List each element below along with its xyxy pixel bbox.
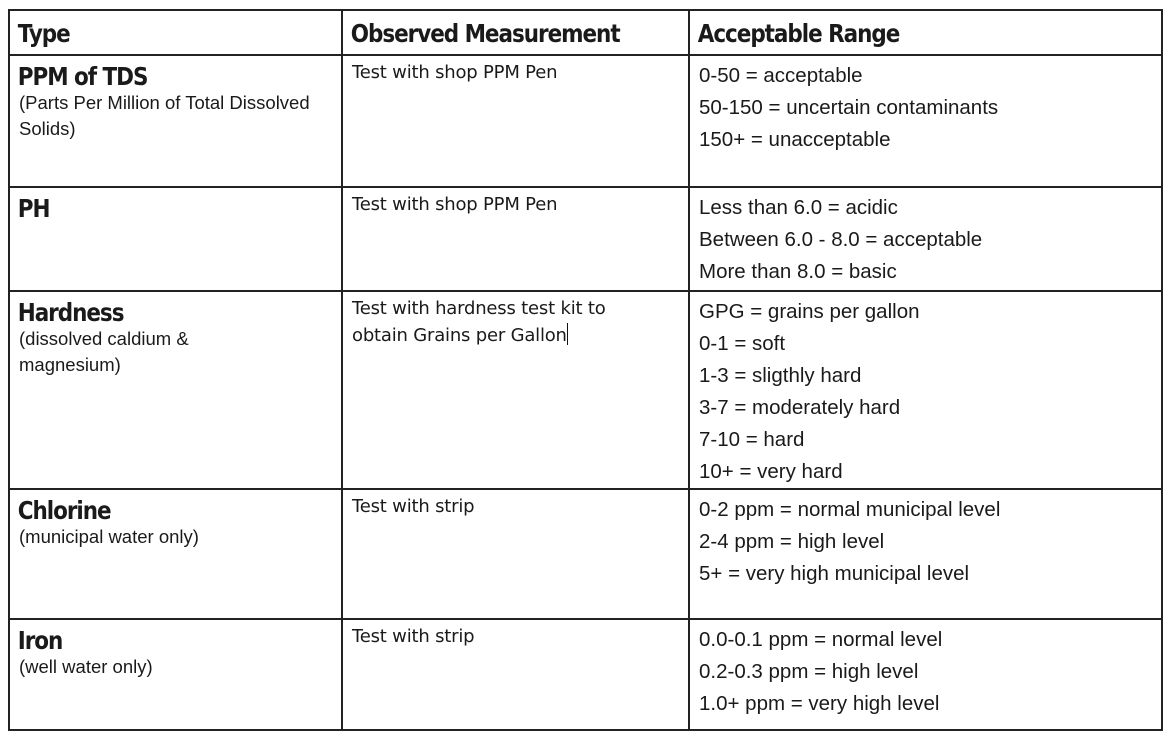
observed-cell[interactable] — [342, 489, 689, 619]
observed-text — [343, 292, 660, 349]
range-cell — [689, 291, 1162, 489]
observed-text-content: Test with hardness test kit to obtain Grains per Gallon — [352, 298, 606, 346]
range-cell — [689, 619, 1162, 730]
range-item: 2-4 ppm = high level — [699, 530, 885, 553]
type-cell — [9, 55, 342, 187]
range-item: More than 8.0 = basic — [699, 260, 897, 283]
type-cell — [9, 489, 342, 619]
type-title: PH — [17, 194, 50, 223]
type-cell — [9, 619, 342, 730]
type-title: Chlorine — [17, 496, 111, 525]
range-list — [690, 620, 1161, 720]
observed-text: Test with strip — [352, 626, 475, 647]
range-item: 0.0-0.1 ppm = normal level — [699, 628, 943, 651]
type-subtitle: (Parts Per Million of Total Dissolved Solids) — [19, 92, 310, 139]
type-subtitle: (well water only) — [19, 656, 153, 677]
observed-text: Test with shop PPM Pen — [352, 194, 558, 215]
observed-text: Test with shop PPM Pen — [352, 62, 558, 83]
type-subtitle: (dissolved caldium & magnesium) — [19, 328, 189, 375]
type-title: Hardness — [17, 298, 124, 327]
header-observed: Observed Measurement — [350, 19, 620, 48]
table-row — [9, 55, 1162, 187]
range-item: 0-1 = soft — [699, 332, 786, 355]
range-item: 1.0+ ppm = very high level — [699, 692, 940, 715]
range-item: 7-10 = hard — [699, 428, 805, 451]
range-cell — [689, 489, 1162, 619]
range-cell — [689, 55, 1162, 187]
header-row — [9, 10, 1162, 55]
range-item: 150+ = unacceptable — [699, 128, 891, 151]
range-item: 0-2 ppm = normal municipal level — [699, 498, 1001, 521]
observed-cell[interactable] — [342, 291, 689, 489]
observed-cell[interactable] — [342, 619, 689, 730]
range-list — [690, 56, 1161, 156]
range-item: 50-150 = uncertain contaminants — [699, 96, 999, 119]
range-item: 5+ = very high municipal level — [699, 562, 970, 585]
range-cell — [689, 187, 1162, 291]
header-type-cell — [9, 10, 342, 55]
range-item: 0-50 = acceptable — [699, 64, 863, 87]
range-item: 10+ = very hard — [699, 460, 843, 483]
table-row — [9, 187, 1162, 291]
type-title: Iron — [17, 626, 63, 655]
observed-cell[interactable] — [342, 187, 689, 291]
observed-cell[interactable] — [342, 55, 689, 187]
type-cell — [9, 187, 342, 291]
range-list — [690, 490, 1161, 590]
type-cell — [9, 291, 342, 489]
range-item: GPG = grains per gallon — [699, 300, 920, 323]
table-row — [9, 291, 1162, 489]
header-range-cell — [689, 10, 1162, 55]
range-item: 3-7 = moderately hard — [699, 396, 901, 419]
header-observed-cell — [342, 10, 689, 55]
range-list — [690, 292, 1161, 488]
table-row — [9, 489, 1162, 619]
water-quality-table — [8, 9, 1163, 731]
range-item: Less than 6.0 = acidic — [699, 196, 898, 219]
range-item: Between 6.0 - 8.0 = acceptable — [699, 228, 983, 251]
range-item: 0.2-0.3 ppm = high level — [699, 660, 919, 683]
header-range: Acceptable Range — [697, 19, 900, 48]
observed-text: Test with strip — [352, 496, 475, 517]
type-subtitle: (municipal water only) — [19, 526, 199, 547]
range-list — [690, 188, 1161, 288]
type-title: PPM of TDS — [17, 62, 148, 91]
table-row — [9, 619, 1162, 730]
header-type: Type — [17, 19, 70, 48]
text-cursor — [567, 323, 568, 345]
range-item: 1-3 = sligthly hard — [699, 364, 862, 387]
